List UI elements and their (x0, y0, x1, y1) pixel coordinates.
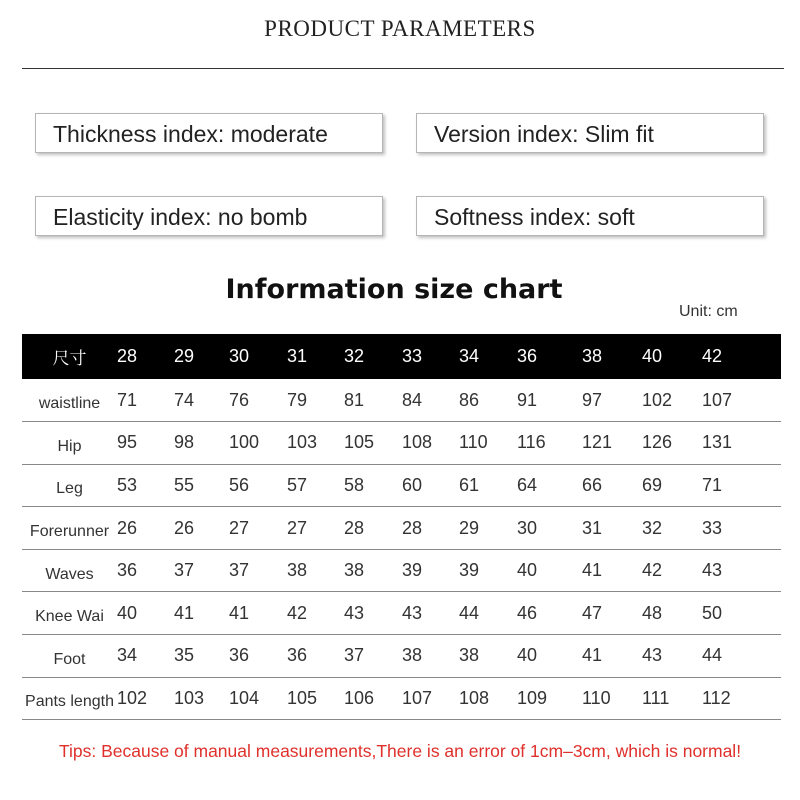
table-cell: 86 (459, 389, 480, 410)
size-header-cell: 34 (459, 346, 480, 366)
table-cell: 38 (344, 560, 365, 581)
table-cell: 43 (402, 602, 423, 623)
table-cell: 36 (117, 560, 138, 581)
table-row (22, 422, 781, 465)
table-cell: 95 (117, 432, 138, 453)
size-header-cell: 31 (287, 346, 308, 366)
elasticity-index-box: Elasticity index: no bomb (35, 196, 383, 236)
table-cell: 37 (344, 645, 365, 666)
table-cell: 55 (174, 474, 195, 495)
table-cell: 41 (582, 560, 603, 581)
table-cell: 57 (287, 474, 308, 495)
table-cell: 112 (702, 687, 731, 708)
table-cell: 28 (402, 517, 423, 538)
size-table (22, 334, 781, 720)
table-cell: 43 (642, 645, 663, 666)
size-header-cell: 28 (117, 346, 138, 366)
size-header-cell: 40 (642, 346, 663, 366)
table-cell: 58 (344, 474, 365, 495)
table-cell: 44 (459, 602, 480, 623)
size-table-body (22, 379, 781, 720)
table-cell: 34 (117, 645, 138, 666)
table-cell: 38 (287, 560, 308, 581)
row-label: Forerunner (29, 523, 110, 541)
table-cell: 102 (117, 687, 148, 708)
table-cell: 108 (402, 432, 433, 453)
table-cell: 102 (642, 389, 673, 410)
row-label: Foot (53, 650, 86, 668)
table-cell: 30 (517, 517, 538, 538)
table-row (22, 507, 781, 550)
table-cell: 76 (229, 389, 250, 410)
table-cell: 26 (174, 517, 195, 538)
thickness-index-box: Thickness index: moderate (35, 113, 383, 153)
table-cell: 103 (287, 432, 318, 453)
table-cell: 39 (459, 560, 480, 581)
table-cell: 41 (582, 645, 603, 666)
table-cell: 37 (229, 560, 250, 581)
table-cell: 56 (229, 474, 250, 495)
size-corner-label: 尺寸 (52, 349, 87, 368)
size-header-cell: 38 (582, 346, 603, 366)
table-cell: 27 (287, 517, 308, 538)
table-cell: 47 (582, 602, 603, 623)
table-cell: 36 (287, 645, 308, 666)
table-cell: 69 (642, 474, 663, 495)
table-cell: 108 (459, 687, 490, 708)
table-cell: 71 (117, 389, 138, 410)
unit-label: Unit: cm (679, 303, 738, 320)
header-divider (22, 68, 784, 69)
table-cell: 40 (517, 560, 538, 581)
table-cell: 107 (702, 389, 733, 410)
table-cell: 98 (174, 432, 195, 453)
version-index-box: Version index: Slim ﬁt (416, 113, 764, 153)
table-cell: 61 (459, 474, 480, 495)
table-cell: 39 (402, 560, 423, 581)
softness-index-box: Softness index: soft (416, 196, 764, 236)
table-cell: 66 (582, 474, 603, 495)
table-cell: 38 (459, 645, 480, 666)
table-cell: 110 (582, 687, 611, 708)
table-cell: 116 (517, 432, 546, 453)
table-row (22, 677, 781, 720)
table-cell: 38 (402, 645, 423, 666)
table-cell: 131 (702, 432, 733, 453)
table-cell: 100 (229, 432, 260, 453)
table-cell: 26 (117, 517, 138, 538)
table-cell: 35 (174, 645, 195, 666)
table-cell: 103 (174, 687, 205, 708)
table-cell: 46 (517, 602, 538, 623)
row-label: Waves (45, 565, 94, 583)
row-label: Hip (57, 437, 82, 455)
page-title: PRODUCT PARAMETERS (264, 16, 536, 41)
table-row (22, 592, 781, 635)
table-cell: 107 (402, 687, 433, 708)
size-header-cell: 36 (517, 346, 538, 366)
table-cell: 48 (642, 602, 663, 623)
table-row (22, 379, 781, 422)
table-cell: 53 (117, 474, 138, 495)
size-header-cell: 32 (344, 346, 365, 366)
size-header-cell: 33 (402, 346, 423, 366)
table-cell: 81 (344, 389, 365, 410)
table-cell: 31 (582, 517, 603, 538)
table-cell: 91 (517, 389, 538, 410)
table-cell: 105 (287, 687, 318, 708)
table-cell: 29 (459, 517, 480, 538)
table-cell: 27 (229, 517, 250, 538)
table-row (22, 635, 781, 678)
table-row (22, 549, 781, 592)
table-cell: 84 (402, 389, 423, 410)
table-cell: 74 (174, 389, 195, 410)
table-cell: 43 (344, 602, 365, 623)
table-cell: 109 (517, 687, 548, 708)
size-header-row (22, 334, 781, 379)
table-cell: 40 (117, 602, 138, 623)
table-cell: 28 (344, 517, 365, 538)
table-cell: 126 (642, 432, 673, 453)
row-label: Pants length (25, 693, 114, 711)
table-cell: 105 (344, 432, 375, 453)
table-cell: 42 (287, 602, 308, 623)
table-cell: 43 (702, 560, 723, 581)
table-cell: 41 (174, 602, 195, 623)
table-cell: 42 (642, 560, 663, 581)
table-cell: 41 (229, 602, 250, 623)
table-cell: 71 (702, 474, 723, 495)
table-cell: 44 (702, 645, 723, 666)
row-label: Knee Wai (35, 608, 104, 626)
table-cell: 36 (229, 645, 250, 666)
tips-note: Tips: Because of manual measurements,There is an error of 1cm–3cm, which is normal! (58, 741, 742, 761)
size-header-cell: 42 (702, 346, 723, 366)
table-cell: 79 (287, 389, 308, 410)
table-cell: 32 (642, 517, 663, 538)
table-cell: 111 (642, 687, 670, 708)
table-cell: 110 (459, 432, 488, 453)
row-label: waistline (38, 395, 101, 413)
size-header-cell: 30 (229, 346, 250, 366)
table-cell: 37 (174, 560, 195, 581)
row-label: Leg (56, 480, 83, 498)
table-cell: 40 (517, 645, 538, 666)
size-header-cell: 29 (174, 346, 195, 366)
table-cell: 104 (229, 687, 260, 708)
table-cell: 106 (344, 687, 375, 708)
table-cell: 97 (582, 389, 603, 410)
table-cell: 50 (702, 602, 723, 623)
table-cell: 33 (702, 517, 723, 538)
table-cell: 64 (517, 474, 538, 495)
table-cell: 60 (402, 474, 423, 495)
table-cell: 121 (582, 432, 613, 453)
size-chart-title: Information size chart (225, 274, 563, 305)
table-row (22, 464, 781, 507)
